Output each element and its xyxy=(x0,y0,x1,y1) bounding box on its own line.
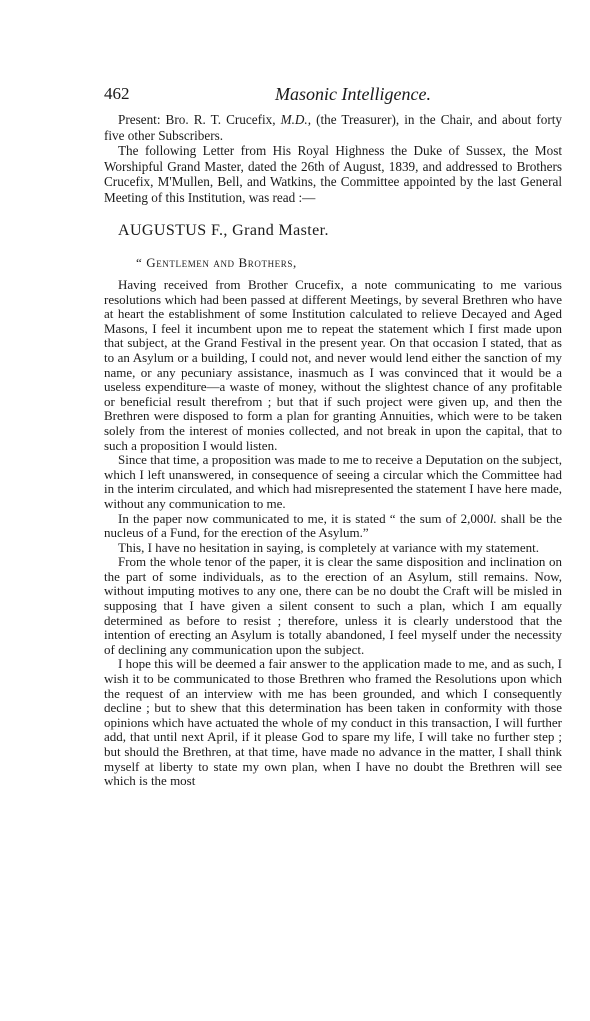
present-text: Present: Bro. R. T. Crucefix, xyxy=(118,112,281,127)
p3-text-rest: shall be the nucleus of a Fund, for the erection of the Asylum.” xyxy=(104,510,562,541)
signature-title: Grand Master. xyxy=(227,222,329,239)
paragraph-letter-intro: The following Letter from His Royal Highness the Duke of Sussex, the Most Worshipful Grand Master, dated the 26th of August, 1839, and addressed to Brothers Crucefix, M'Mullen, Bell, and Watkins, the Committee appointed by the last General Meeting of this Institution, was read :— xyxy=(104,143,562,205)
letter-body xyxy=(104,278,562,789)
letter-paragraph-2: Since that time, a proposition was made to me to receive a Deputation on the subject, which I left unanswered, in consequence of seeing a circular which the Committee had in the interim circulated, and which had misrepresented the statement I have here made, without any communication to me. xyxy=(104,452,562,511)
letter-paragraph-1: Having received from Brother Crucefix, a note communicating to me various resolutions which had been passed at different Meetings, by several Brethren who have at heart the establishment of some Institution calculated to relieve Decayed and Aged Masons, I feel it incumbent upon me to repeat the statement which I first made upon that subject, at the Grand Festival in the present year. On that occasion I stated, that as to an Asylum or a building, I could not, and never would lend either the sanction of my name, or any pecuniary assistance, inasmuch as I was convinced that it would be a useless expenditure—a waste of money, without the slightest chance of any profitable or beneficial result therefrom ; but that if such project were given up, and then the Brethren were disposed to form a plan for granting Annuities, which were to be taken solely from the interest of monies collected, and not break in upon the capital, that to such a proposition I would listen. xyxy=(104,277,562,453)
present-md: M.D., xyxy=(280,112,311,127)
running-head: Masonic Intelligence. xyxy=(275,84,431,104)
letter-greeting: “ Gentlemen and Brothers, xyxy=(136,254,297,270)
signature-name: AUGUSTUS F., xyxy=(118,222,228,239)
letter-paragraph-6: I hope this will be deemed a fair answer to the application made to me, and as such, I wish it to be communicated to those Brethren who framed the Resolutions upon which the request of an interview with me has been grounded, and which I consequently decline ; but to shew that this determination has been taken in conformity with those opinions which have actuated the whole of my conduct in this transaction, I will further add, that until next April, if it please God to spare my life, I will take no further step ; but should the Brethren, at that time, have made no advance in the matter, I shall think myself at liberty to state my own plan, when I have no doubt the Brethren will see which is the most xyxy=(104,656,562,789)
p3-pound-sign: l. xyxy=(489,510,497,526)
letter-paragraph-4: This, I have no hesitation in saying, is completely at variance with my statement. xyxy=(118,539,539,555)
body-text xyxy=(104,112,562,789)
paragraph-present xyxy=(104,112,562,143)
signature-line xyxy=(104,223,562,239)
p3-text: In the paper now communicated to me, it is stated “ the sum of 2,000 xyxy=(118,510,490,526)
letter-paragraph-3 xyxy=(104,512,562,541)
letter-paragraph-5: From the whole tenor of the paper, it is clear the same disposition and inclination on the part of some individuals, as to the erection of an Asylum, still remains. Now, without imputing motives to any one, there can be no doubt the Craft will be misled in supposing that I have given a silent consent to such a plan, which I am equally determined as before to resist ; therefore, unless it is clearly understood that the intention of erecting an Asylum is totally abandoned, I feel myself under the necessity of declining any communication upon the subject. xyxy=(104,554,562,657)
page-header xyxy=(104,84,562,110)
present-text-rest: (the Treasurer), in the Chair, and about forty five other Subscribers. xyxy=(104,112,562,143)
page-number: 462 xyxy=(104,84,130,103)
